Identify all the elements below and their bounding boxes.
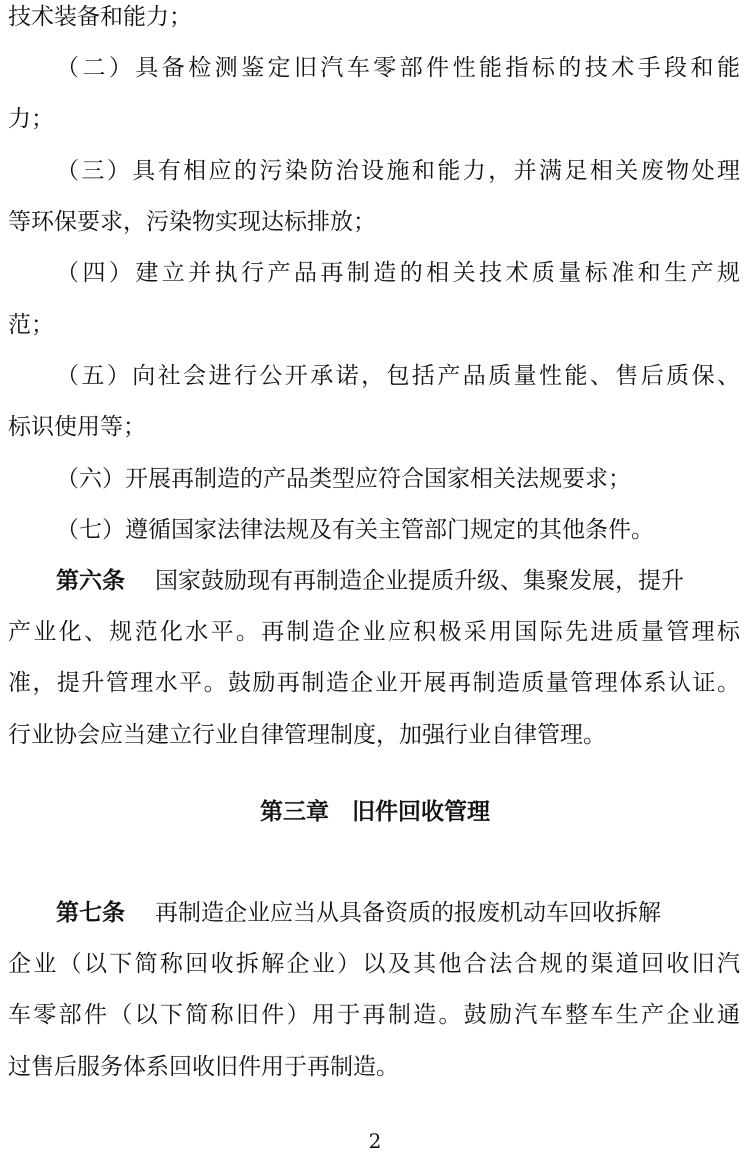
article-6-text: 国家鼓励现有再制造企业提质升级、集聚发展，提升: [155, 568, 684, 594]
article-6-line-3: 准，提升管理水平。鼓励再制造企业开展再制造质量管理体系认证。: [8, 670, 740, 696]
list-item-5: （五）向社会进行公开承诺，包括产品质量性能、售后质保、: [56, 363, 740, 389]
list-item-3: （三）具有相应的污染防治设施和能力，并满足相关废物处理: [56, 158, 740, 184]
paragraph-line: 技术装备和能力；: [8, 4, 192, 30]
list-item-7: （七）遵循国家法律法规及有关主管部门规定的其他条件。: [56, 517, 654, 543]
list-item-5-continued: 标识使用等；: [8, 414, 146, 440]
list-item-6: （六）开展再制造的产品类型应符合国家相关法规要求；: [56, 466, 631, 492]
list-item-2-continued: 力；: [8, 106, 54, 132]
list-item-3-continued: 等环保要求，污染物实现达标排放；: [8, 209, 376, 235]
article-7-line-2: 企业（以下简称回收拆解企业）以及其他合法合规的渠道回收旧汽: [8, 951, 740, 977]
article-7-text: 再制造企业应当从具备资质的报废机动车回收拆解: [155, 900, 661, 926]
list-item-4: （四）建立并执行产品再制造的相关技术质量标准和生产规: [56, 260, 740, 286]
article-6-line-4: 行业协会应当建立行业自律管理制度，加强行业自律管理。: [8, 722, 606, 748]
list-item-4-continued: 范；: [8, 312, 54, 338]
list-item-2: （二）具备检测鉴定旧汽车零部件性能指标的技术手段和能: [56, 55, 740, 81]
article-6-line-2: 产业化、规范化水平。再制造企业应积极采用国际先进质量管理标: [8, 619, 740, 645]
article-6-first-line: [56, 566, 740, 596]
article-7-heading: 第七条: [56, 900, 125, 926]
article-7-line-3: 车零部件（以下简称旧件）用于再制造。鼓励汽车整车生产企业通: [8, 1002, 740, 1028]
chapter-heading: 第三章 旧件回收管理: [260, 799, 490, 825]
article-7-line-4: 过售后服务体系回收旧件用于再制造。: [8, 1054, 399, 1080]
article-7-first-line: [56, 898, 740, 928]
page-number: 2: [368, 1129, 382, 1153]
article-6-heading: 第六条: [56, 568, 125, 594]
